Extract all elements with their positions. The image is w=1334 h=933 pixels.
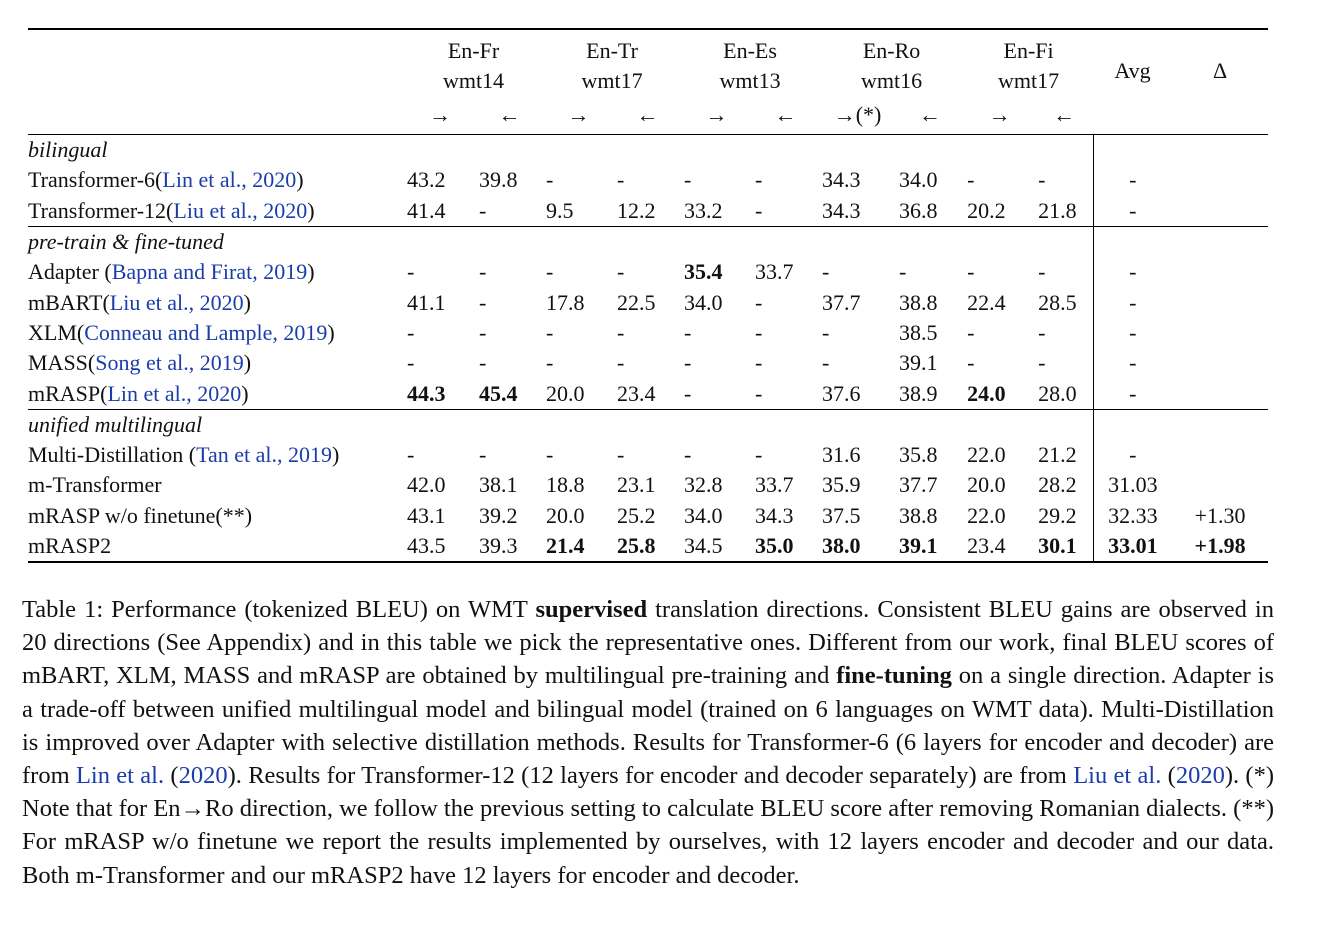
bleu-cell: - [684, 319, 692, 345]
bleu-cell: 43.5 [404, 531, 476, 562]
delta-cell [1172, 318, 1268, 348]
model-label-suffix: ) [241, 380, 249, 406]
header-blank [28, 96, 404, 135]
caption-text: ( [164, 762, 179, 790]
model-name [28, 257, 404, 287]
bleu-cell: 39.3 [476, 531, 543, 562]
lang-pair-header: En-Es [681, 29, 819, 66]
model-label: mBART( [28, 289, 110, 315]
bleu-cell: - [899, 259, 907, 285]
bleu-cell: - [617, 442, 625, 468]
bleu-cell: - [1038, 350, 1046, 376]
avg-cell: - [1093, 318, 1172, 348]
bleu-cell: - [479, 259, 487, 285]
citation-link[interactable]: Liu et al., 2020 [109, 289, 244, 315]
bleu-cell: - [1038, 319, 1046, 345]
model-name [28, 440, 404, 470]
caption-text: ). (*) Note that for En→Ro direction, we follow the previous setting to calculate BLEU score after removing Romanian dialects. (**) For mRASP w/o finetune we report the results implemented by ourselves, with 12 layers encoder and decoder and our data. Both m-Transformer and our mRASP2 have 12 layers for encoder and decoder. [22, 762, 1274, 889]
bleu-cell: 39.1 [896, 531, 964, 562]
header-blank [28, 66, 404, 96]
bleu-cell: 38.0 [819, 531, 896, 562]
header-row [28, 96, 1268, 135]
bleu-cell: 34.5 [681, 531, 752, 562]
model-name [28, 287, 404, 317]
bleu-cell: - [407, 259, 415, 285]
bleu-cell: - [479, 350, 487, 376]
table-row [28, 257, 1268, 287]
group-header-row [28, 226, 1268, 257]
caption-citation-link[interactable]: 2020 [178, 762, 228, 790]
citation-link[interactable]: Tan et al., 2019 [196, 442, 332, 468]
bleu-cell: - [546, 442, 554, 468]
caption-text: fine-tuning [836, 662, 952, 690]
model-label-suffix: ) [307, 259, 315, 285]
model-name [28, 470, 404, 500]
bleu-cell: - [967, 319, 975, 345]
header-blank [1172, 96, 1268, 135]
avg-cell: 32.33 [1093, 501, 1172, 531]
bleu-cell: 9.5 [546, 197, 574, 223]
table-row [28, 440, 1268, 470]
bleu-cell: 45.4 [479, 380, 518, 406]
bleu-cell: 33.7 [755, 259, 794, 285]
table-caption [22, 593, 1274, 892]
bleu-cell: - [546, 350, 554, 376]
direction-header: ← [636, 102, 659, 127]
bleu-cell: 18.8 [546, 472, 585, 498]
model-label-suffix: ) [296, 167, 304, 193]
group-label: pre-train & fine-tuned [28, 226, 1093, 257]
model-label: mRASP( [28, 380, 108, 406]
bleu-cell: 28.0 [1038, 380, 1077, 406]
bleu-cell: - [822, 350, 830, 376]
avg-header: Avg [1093, 29, 1172, 96]
group-label: unified multilingual [28, 409, 1093, 440]
delta-cell [1172, 348, 1268, 378]
bleu-cell: 36.8 [899, 197, 938, 223]
table-body [28, 135, 1268, 563]
delta-header: Δ [1172, 29, 1268, 96]
bleu-cell: - [479, 442, 487, 468]
model-name [28, 501, 404, 531]
direction-header: → [567, 102, 590, 127]
bleu-cell: 20.2 [967, 197, 1006, 223]
bleu-cell: 35.9 [822, 472, 861, 498]
bleu-cell: - [479, 319, 487, 345]
bleu-cell: 23.4 [964, 531, 1035, 562]
avg-cell: - [1093, 348, 1172, 378]
caption-text: ( [1161, 762, 1176, 790]
bleu-cell: 21.4 [543, 531, 614, 562]
bleu-cell: 33.2 [684, 197, 723, 223]
bleu-cell: 42.0 [407, 472, 446, 498]
bleu-cell: - [967, 350, 975, 376]
bleu-cell: 39.2 [479, 502, 518, 528]
avg-cell [1093, 135, 1172, 166]
testset-header: wmt14 [442, 68, 505, 93]
bleu-cell: 28.5 [1038, 289, 1077, 315]
avg-cell: - [1093, 257, 1172, 287]
direction-header: →(*) [833, 102, 882, 127]
citation-link[interactable]: Lin et al., 2020 [162, 167, 297, 193]
group-header-row [28, 135, 1268, 166]
bleu-cell: - [684, 380, 692, 406]
bleu-cell: 33.7 [755, 472, 794, 498]
header-blank [1093, 96, 1172, 135]
delta-cell [1172, 470, 1268, 500]
bleu-cell: 39.1 [899, 350, 938, 376]
bleu-cell: - [407, 442, 415, 468]
model-label-suffix: ) [331, 442, 340, 468]
delta-cell [1172, 409, 1268, 440]
bleu-cell: 25.2 [617, 502, 656, 528]
model-name [28, 165, 404, 195]
bleu-cell: 37.5 [822, 502, 861, 528]
avg-cell: - [1093, 440, 1172, 470]
citation-link[interactable]: Liu et al., 2020 [173, 197, 308, 223]
citation-link[interactable]: Song et al., 2019 [95, 350, 244, 376]
bleu-cell: - [967, 259, 975, 285]
lang-pair-header: En-Ro [819, 29, 964, 66]
bleu-cell: 23.4 [617, 380, 656, 406]
bleu-cell: 32.8 [684, 472, 723, 498]
bleu-cell: - [755, 350, 763, 376]
bleu-cell: 30.1 [1035, 531, 1093, 562]
delta-cell [1172, 287, 1268, 317]
bleu-cell: 31.6 [822, 442, 861, 468]
avg-cell: - [1093, 378, 1172, 409]
caption-citation-link[interactable]: 2020 [1175, 762, 1225, 790]
model-label-suffix: ) [243, 289, 251, 315]
bleu-cell: - [1038, 167, 1046, 193]
direction-header: ← [498, 102, 521, 127]
model-name [28, 196, 404, 227]
delta-cell [1172, 378, 1268, 409]
bleu-cell: 22.4 [967, 289, 1006, 315]
bleu-cell: 21.8 [1038, 197, 1077, 223]
header-blank [28, 29, 404, 66]
lang-pair-header: En-Fi [964, 29, 1093, 66]
bleu-cell: 12.2 [617, 197, 656, 223]
bleu-cell: - [479, 197, 487, 223]
bleu-cell: - [755, 319, 763, 345]
bleu-cell: 22.5 [617, 289, 656, 315]
table-row [28, 318, 1268, 348]
table-row [28, 378, 1268, 409]
bleu-cell: 22.0 [967, 442, 1006, 468]
model-label: m-Transformer [28, 472, 162, 498]
model-label-suffix: ) [243, 350, 252, 376]
table-row [28, 531, 1268, 562]
caption-text: Table 1: Performance (tokenized BLEU) on WMT [22, 596, 536, 623]
citation-link[interactable]: Bapna and Firat, 2019 [111, 259, 308, 285]
caption-citation-link[interactable]: Liu et al. [1073, 762, 1162, 790]
bleu-cell: 38.9 [899, 380, 938, 406]
model-name [28, 318, 404, 348]
bleu-cell: - [684, 350, 692, 376]
direction-header: ← [919, 102, 942, 127]
bleu-cell: 25.8 [614, 531, 681, 562]
bleu-cell: - [479, 289, 487, 315]
bleu-cell: - [617, 319, 625, 345]
bleu-cell: 41.1 [407, 289, 446, 315]
avg-cell: - [1093, 165, 1172, 195]
bleu-cell: - [617, 259, 625, 285]
bleu-cell: - [407, 319, 415, 345]
bleu-cell: - [967, 167, 975, 193]
model-label: Transformer-6( [28, 167, 163, 193]
model-name [28, 378, 404, 409]
bleu-cell: 37.7 [899, 472, 938, 498]
caption-text: translation directions. Consistent BLEU gains are observed in 20 directions (See Appendix) and in this table we pick the representative ones. Different from our work, final BLEU scores of mBART, XLM, MASS and mRASP are obtained by multilingual pre-training and [22, 596, 1274, 690]
results-table [28, 28, 1268, 563]
testset-header: wmt13 [719, 68, 781, 93]
direction-header: → [429, 102, 451, 127]
bleu-cell: 20.0 [546, 502, 585, 528]
bleu-cell: 38.1 [479, 472, 518, 498]
direction-header: ← [774, 102, 797, 127]
header-row [28, 29, 1268, 66]
bleu-cell: - [755, 197, 763, 223]
bleu-cell: - [617, 167, 625, 193]
bleu-cell: 20.0 [967, 472, 1006, 498]
bleu-cell: - [822, 259, 830, 285]
model-label: Transformer-12( [28, 197, 174, 223]
caption-text: on a single direction. Adapter is a trade-off between unified multilingual model and bilingual model (trained on 6 languages on WMT data). Multi-Distillation is improved over Adapter with selective distillation methods. Results for Transformer-6 (6 layers for encoder and decoder) are from [22, 662, 1274, 790]
bleu-cell: 34.3 [822, 167, 861, 193]
bleu-cell: - [546, 259, 554, 285]
bleu-cell: 34.3 [822, 197, 861, 223]
delta-cell: +1.98 [1172, 531, 1268, 562]
table-row [28, 196, 1268, 227]
bleu-cell: 34.0 [684, 289, 723, 315]
testset-header: wmt17 [581, 68, 643, 93]
table-row [28, 165, 1268, 195]
bleu-cell: - [755, 442, 763, 468]
direction-header: → [988, 102, 1011, 127]
testset-header: wmt16 [860, 68, 923, 93]
avg-cell: - [1093, 287, 1172, 317]
direction-header: → [705, 102, 728, 127]
delta-cell [1172, 257, 1268, 287]
bleu-cell: - [822, 319, 830, 345]
model-label: mRASP w/o finetune(**) [28, 502, 253, 528]
model-name [28, 531, 404, 562]
bleu-cell: 38.8 [899, 289, 938, 315]
bleu-cell: 23.1 [617, 472, 656, 498]
bleu-cell: 34.0 [684, 502, 723, 528]
bleu-cell: - [546, 167, 554, 193]
bleu-cell: - [407, 350, 415, 376]
avg-cell: - [1093, 196, 1172, 227]
bleu-cell: 35.0 [752, 531, 819, 562]
bleu-cell: 39.8 [479, 167, 518, 193]
caption-citation-link[interactable]: Lin et al. [75, 762, 165, 790]
model-label: Adapter ( [28, 259, 112, 285]
table-row [28, 287, 1268, 317]
bleu-cell: 37.7 [822, 289, 861, 315]
bleu-cell: - [617, 350, 625, 376]
bleu-cell: - [755, 167, 763, 193]
table-row [28, 501, 1268, 531]
caption-text: supervised [535, 596, 648, 623]
avg-cell [1093, 226, 1172, 257]
bleu-cell: - [546, 319, 554, 345]
testset-header: wmt17 [998, 68, 1060, 93]
bleu-cell: 29.2 [1038, 502, 1077, 528]
table-row [28, 470, 1268, 500]
delta-cell [1172, 165, 1268, 195]
citation-link[interactable]: Conneau and Lample, 2019 [84, 319, 328, 345]
bleu-cell: 20.0 [546, 380, 585, 406]
delta-cell [1172, 135, 1268, 166]
bleu-cell: 24.0 [967, 380, 1006, 406]
bleu-cell: 28.2 [1038, 472, 1077, 498]
model-label: XLM( [28, 319, 85, 345]
table-row [28, 348, 1268, 378]
bleu-cell: 34.0 [899, 167, 938, 193]
group-label: bilingual [28, 135, 1093, 166]
lang-pair-header: En-Fr [404, 29, 543, 66]
group-header-row [28, 409, 1268, 440]
model-label: mRASP2 [28, 533, 112, 558]
citation-link[interactable]: Lin et al., 2020 [107, 380, 242, 406]
bleu-cell: 41.4 [407, 197, 446, 223]
avg-cell: 31.03 [1093, 470, 1172, 500]
model-label: Multi-Distillation ( [28, 442, 197, 468]
direction-header: ← [1053, 102, 1076, 127]
model-label-suffix: ) [307, 197, 315, 223]
bleu-cell: 35.4 [684, 259, 723, 285]
table-header [28, 29, 1268, 135]
bleu-cell: - [755, 380, 763, 406]
caption-text: ). Results for Transformer-12 (12 layers for encoder and decoder separately) are from [227, 762, 1074, 790]
bleu-cell: - [755, 289, 763, 315]
avg-cell: 33.01 [1093, 531, 1172, 562]
model-name [28, 348, 404, 378]
bleu-cell: 21.2 [1038, 442, 1077, 468]
bleu-cell: 35.8 [899, 442, 938, 468]
bleu-cell: 38.5 [899, 319, 938, 345]
bleu-cell: 44.3 [407, 380, 446, 406]
header-row [28, 66, 1268, 96]
delta-cell [1172, 226, 1268, 257]
bleu-cell: - [684, 167, 692, 193]
bleu-cell: 43.1 [407, 502, 446, 528]
delta-cell [1172, 196, 1268, 227]
bleu-cell: 38.8 [899, 502, 938, 528]
bleu-cell: 37.6 [822, 380, 861, 406]
bleu-cell: - [684, 442, 692, 468]
delta-cell: +1.30 [1194, 502, 1246, 528]
bleu-cell: 17.8 [546, 289, 585, 315]
model-label: MASS( [28, 350, 96, 376]
avg-cell [1093, 409, 1172, 440]
bleu-cell: 22.0 [967, 502, 1006, 528]
bleu-cell: - [1038, 259, 1046, 285]
model-label-suffix: ) [327, 319, 335, 345]
lang-pair-header: En-Tr [543, 29, 681, 66]
bleu-cell: 34.3 [755, 502, 794, 528]
bleu-cell: 43.2 [407, 167, 446, 193]
delta-cell [1172, 440, 1268, 470]
